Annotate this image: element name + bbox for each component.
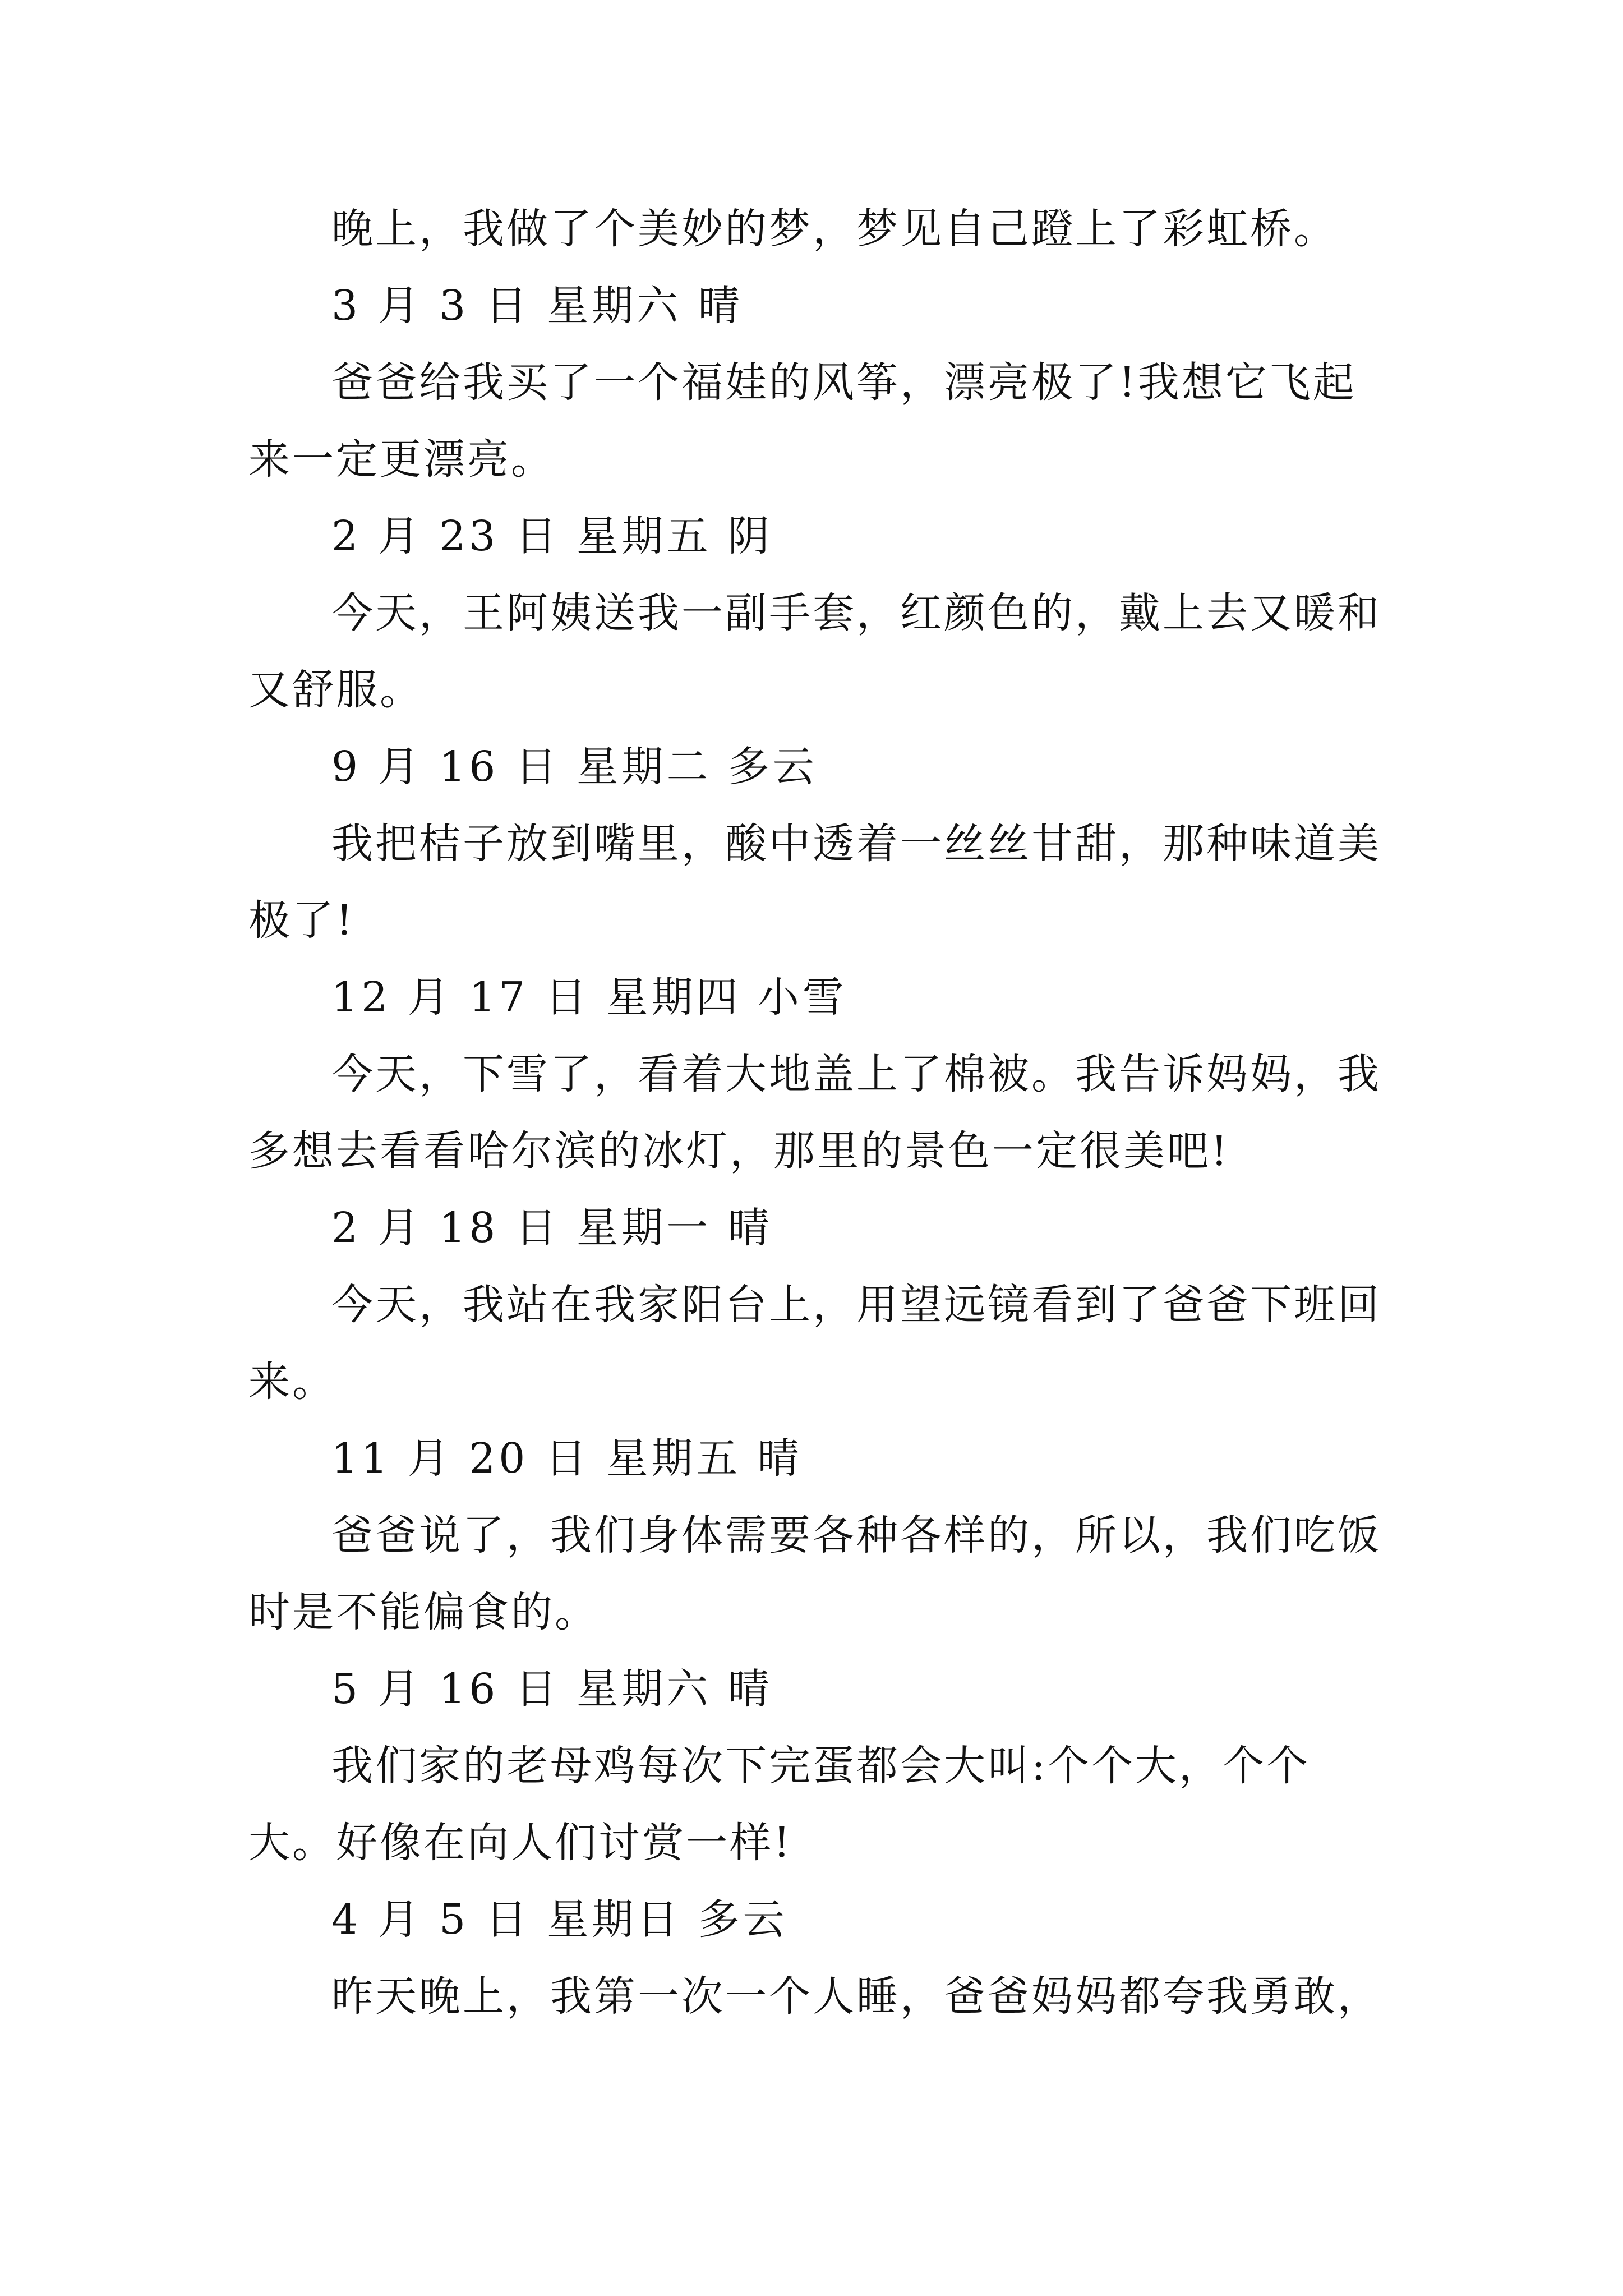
diary-date: 9 月 16 日 星期二 多云 — [331, 743, 818, 791]
diary-date: 5 月 16 日 星期六 晴 — [331, 1665, 773, 1713]
diary-date: 2 月 23 日 星期五 阴 — [331, 512, 773, 560]
diary-text: 爸爸说了，我们身体需要各种各样的，所以，我们吃饭时是不能偏食的。 — [248, 1511, 1381, 1636]
diary-date: 4 月 5 日 星期日 多云 — [331, 1895, 788, 1944]
document-body — [248, 191, 1381, 2035]
diary-text: 我把桔子放到嘴里，酸中透着一丝丝甘甜，那种味道美极了! — [248, 820, 1381, 945]
diary-text: 昨天晚上，我第一次一个人睡，爸爸妈妈都夸我勇敢， — [331, 1972, 1381, 2021]
diary-date: 11 月 20 日 星期五 晴 — [331, 1434, 803, 1483]
diary-text: 今天，王阿姨送我一副手套，红颜色的，戴上去又暖和又舒服。 — [248, 589, 1381, 714]
diary-text: 晚上，我做了个美妙的梦，梦见自己蹬上了彩虹桥。 — [331, 205, 1338, 253]
diary-date: 12 月 17 日 星期四 小雪 — [331, 973, 847, 1022]
diary-text: 今天，下雪了，看着大地盖上了棉被。我告诉妈妈，我多想去看看哈尔滨的冰灯，那里的景色一定很美吧! — [248, 1050, 1381, 1175]
diary-text: 今天，我站在我家阳台上，用望远镜看到了爸爸下班回来。 — [248, 1281, 1381, 1406]
diary-date: 3 月 3 日 星期六 晴 — [331, 282, 743, 330]
diary-text: 我们家的老母鸡每次下完蛋都会大叫:个个大，个个大。好像在向人们讨赏一样! — [248, 1742, 1310, 1867]
diary-date: 2 月 18 日 星期一 晴 — [331, 1204, 773, 1252]
diary-text: 爸爸给我买了一个福娃的风筝，漂亮极了!我想它飞起来一定更漂亮。 — [248, 358, 1357, 484]
